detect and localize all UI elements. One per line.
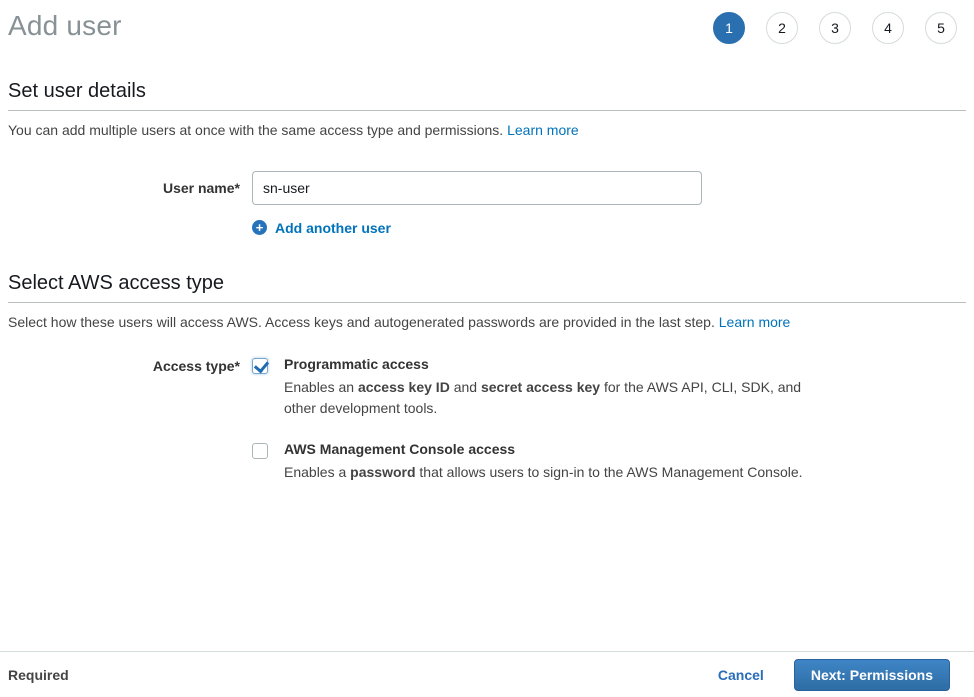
desc-bold: secret access key — [480, 378, 601, 395]
user-details-learn-more-link[interactable]: Learn more — [507, 122, 579, 138]
desc-bold: access key ID — [357, 378, 450, 395]
required-note: Required — [8, 666, 69, 683]
page-title: Add user — [8, 10, 122, 41]
user-name-row — [8, 171, 966, 205]
programmatic-access-option — [252, 356, 966, 419]
page-header — [8, 0, 966, 44]
wizard-step-indicator — [713, 10, 966, 44]
wizard-footer — [0, 651, 974, 697]
set-user-details-heading: Set user details — [8, 80, 966, 111]
programmatic-access-checkbox[interactable] — [252, 358, 268, 374]
add-another-user-button[interactable] — [252, 220, 391, 236]
programmatic-access-description — [284, 377, 824, 419]
desc-text: and — [449, 378, 481, 395]
add-another-user-label: Add another user — [275, 219, 391, 236]
user-name-input[interactable] — [252, 171, 702, 205]
desc-text: that allows users to sign-in to the AWS Management Console. — [415, 463, 803, 480]
step-5-indicator: 5 — [925, 12, 957, 44]
desc-text: for the AWS API, CLI, SDK, and other development tools. — [284, 378, 802, 416]
select-access-type-heading: Select AWS access type — [8, 272, 966, 303]
desc-text: Enables a — [284, 463, 351, 480]
step-2-indicator: 2 — [766, 12, 798, 44]
console-access-title: AWS Management Console access — [284, 440, 516, 457]
step-1-indicator: 1 — [713, 12, 745, 44]
console-access-description — [284, 462, 803, 483]
access-type-row — [8, 356, 966, 483]
plus-circle-icon: + — [252, 220, 267, 235]
desc-bold: password — [350, 463, 416, 480]
step-4-indicator: 4 — [872, 12, 904, 44]
user-name-label: User name* — [162, 180, 240, 196]
next-permissions-button[interactable]: Next: Permissions — [794, 659, 950, 691]
console-access-checkbox[interactable] — [252, 443, 268, 459]
desc-text: Enables an — [284, 378, 358, 395]
access-type-intro-text: Select how these users will access AWS. Access keys and autogenerated passwords are provided in the last step. — [8, 313, 719, 330]
access-type-intro — [8, 314, 966, 330]
programmatic-access-title: Programmatic access — [284, 355, 429, 372]
add-another-user-row — [8, 219, 966, 236]
console-access-option — [252, 441, 966, 483]
access-type-label: Access type* — [152, 357, 240, 374]
user-details-intro-text: You can add multiple users at once with the same access type and permissions. — [8, 122, 508, 138]
step-3-indicator: 3 — [819, 12, 851, 44]
user-details-intro — [8, 122, 966, 138]
cancel-button[interactable]: Cancel — [717, 666, 764, 683]
access-type-learn-more-link[interactable]: Learn more — [718, 313, 791, 330]
footer-actions — [718, 659, 950, 691]
